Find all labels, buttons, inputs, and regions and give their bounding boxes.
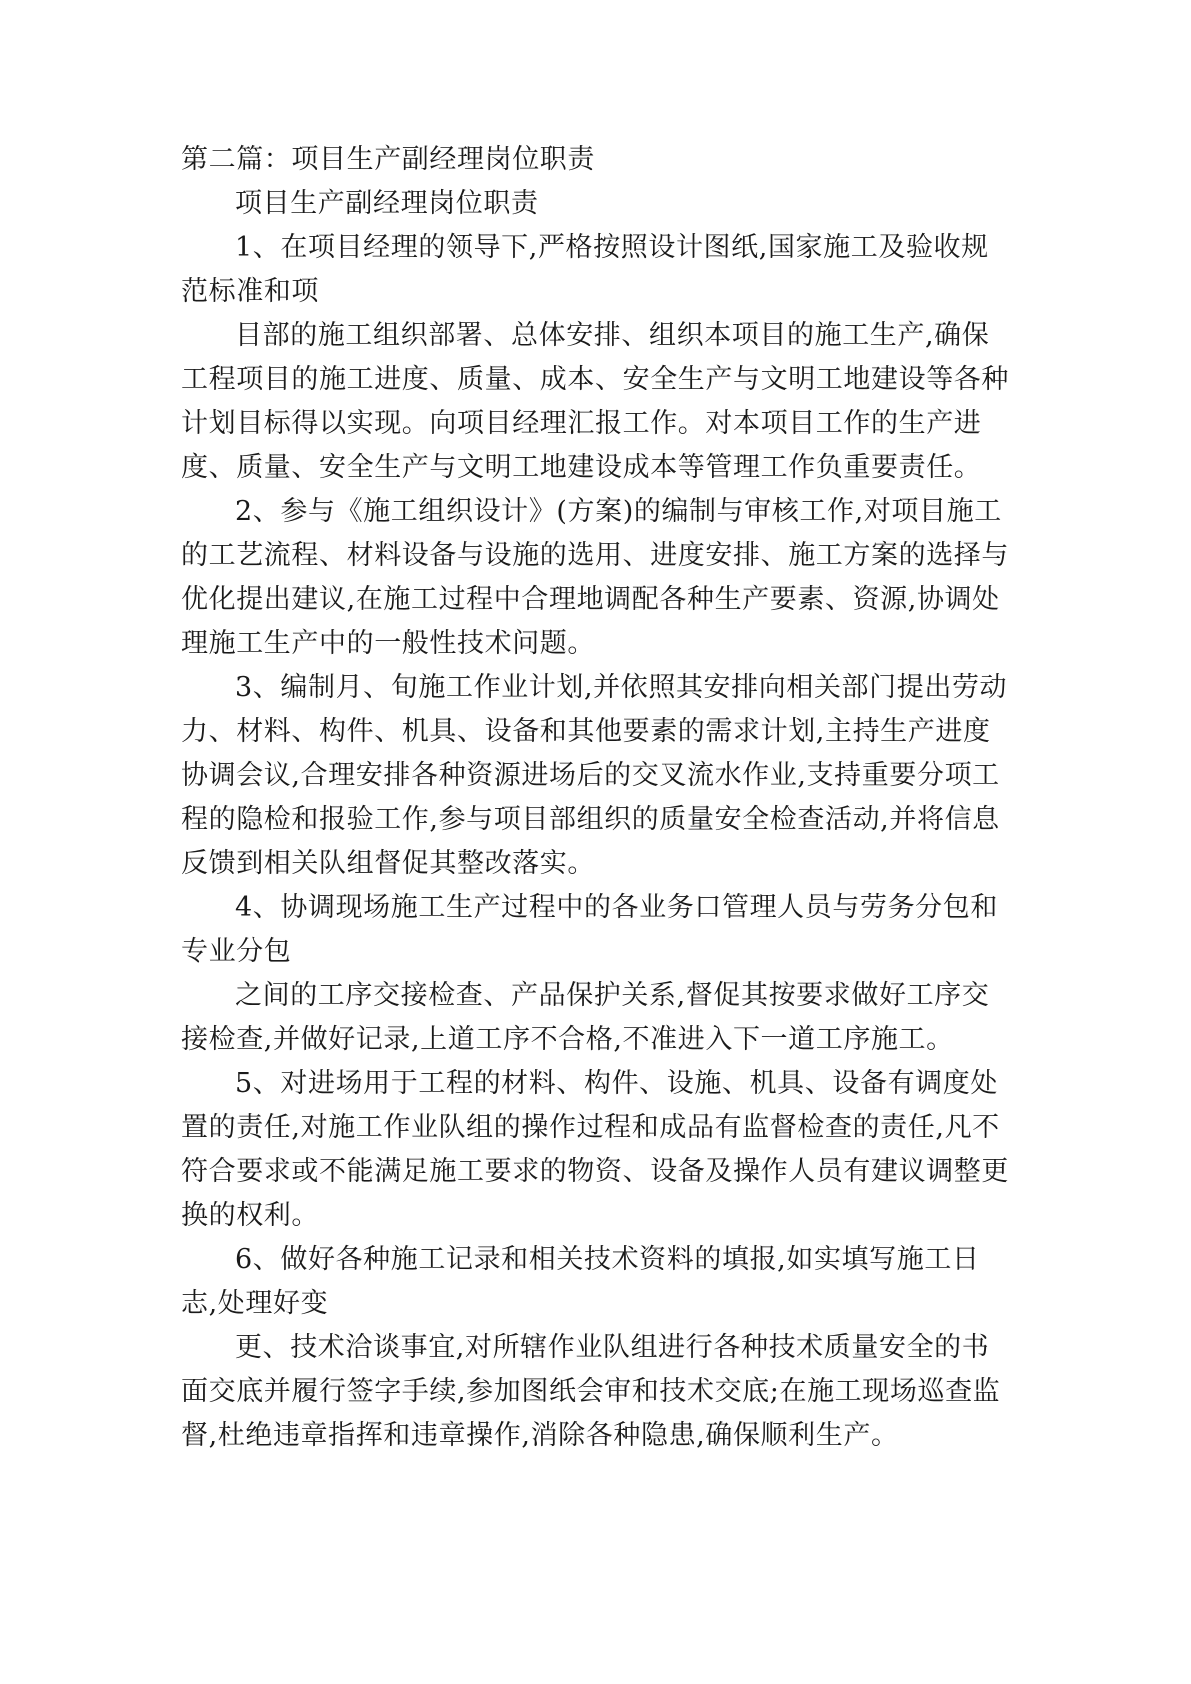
- paragraph: 1、在项目经理的领导下,严格按照设计图纸,国家施工及验收规范标准和项: [181, 232, 989, 307]
- paragraph: 4、协调现场施工生产过程中的各业务口管理人员与劳务分包和专业分包: [181, 892, 998, 967]
- paragraph: 5、对进场用于工程的材料、构件、设施、机具、设备有调度处置的责任,对施工作业队组的操作过程和成品有监督检查的责任,凡不符合要求或不能满足施工要求的物资、设备及操作人员有建议调整更换的权利。: [181, 1068, 1009, 1231]
- paragraph: 目部的施工组织部署、总体安排、组织本项目的施工生产,确保工程项目的施工进度、质量、成本、安全生产与文明工地建设等各种计划目标得以实现。向项目经理汇报工作。对本项目工作的生产进度、质量、安全生产与文明工地建设成本等管理工作负重要责任。: [181, 320, 1009, 483]
- document-body: [181, 138, 1011, 1458]
- document-heading: 第二篇：项目生产副经理岗位职责: [181, 144, 595, 175]
- paragraph: 6、做好各种施工记录和相关技术资料的填报,如实填写施工日志,处理好变: [181, 1244, 980, 1319]
- paragraph: 更、技术洽谈事宜,对所辖作业队组进行各种技术质量安全的书面交底并履行签字手续,参加图纸会审和技术交底;在施工现场巡查监督,杜绝违章指挥和违章操作,消除各种隐患,确保顺利生产。: [181, 1332, 1001, 1451]
- paragraph: 3、编制月、旬施工作业计划,并依照其安排向相关部门提出劳动力、材料、构件、机具、设备和其他要素的需求计划,主持生产进度协调会议,合理安排各种资源进场后的交叉流水作业,支持重要分项工程的隐检和报验工作,参与项目部组织的质量安全检查活动,并将信息反馈到相关队组督促其整改落实。: [181, 672, 1008, 879]
- paragraph: 2、参与《施工组织设计》(方案)的编制与审核工作,对项目施工的工艺流程、材料设备与设施的选用、进度安排、施工方案的选择与优化提出建议,在施工过程中合理地调配各种生产要素、资源,协调处理施工生产中的一般性技术问题。: [181, 496, 1009, 659]
- paragraph: 之间的工序交接检查、产品保护关系,督促其按要求做好工序交接检查,并做好记录,上道工序不合格,不准进入下一道工序施工。: [181, 980, 990, 1055]
- document-subheading: 项目生产副经理岗位职责: [235, 188, 539, 219]
